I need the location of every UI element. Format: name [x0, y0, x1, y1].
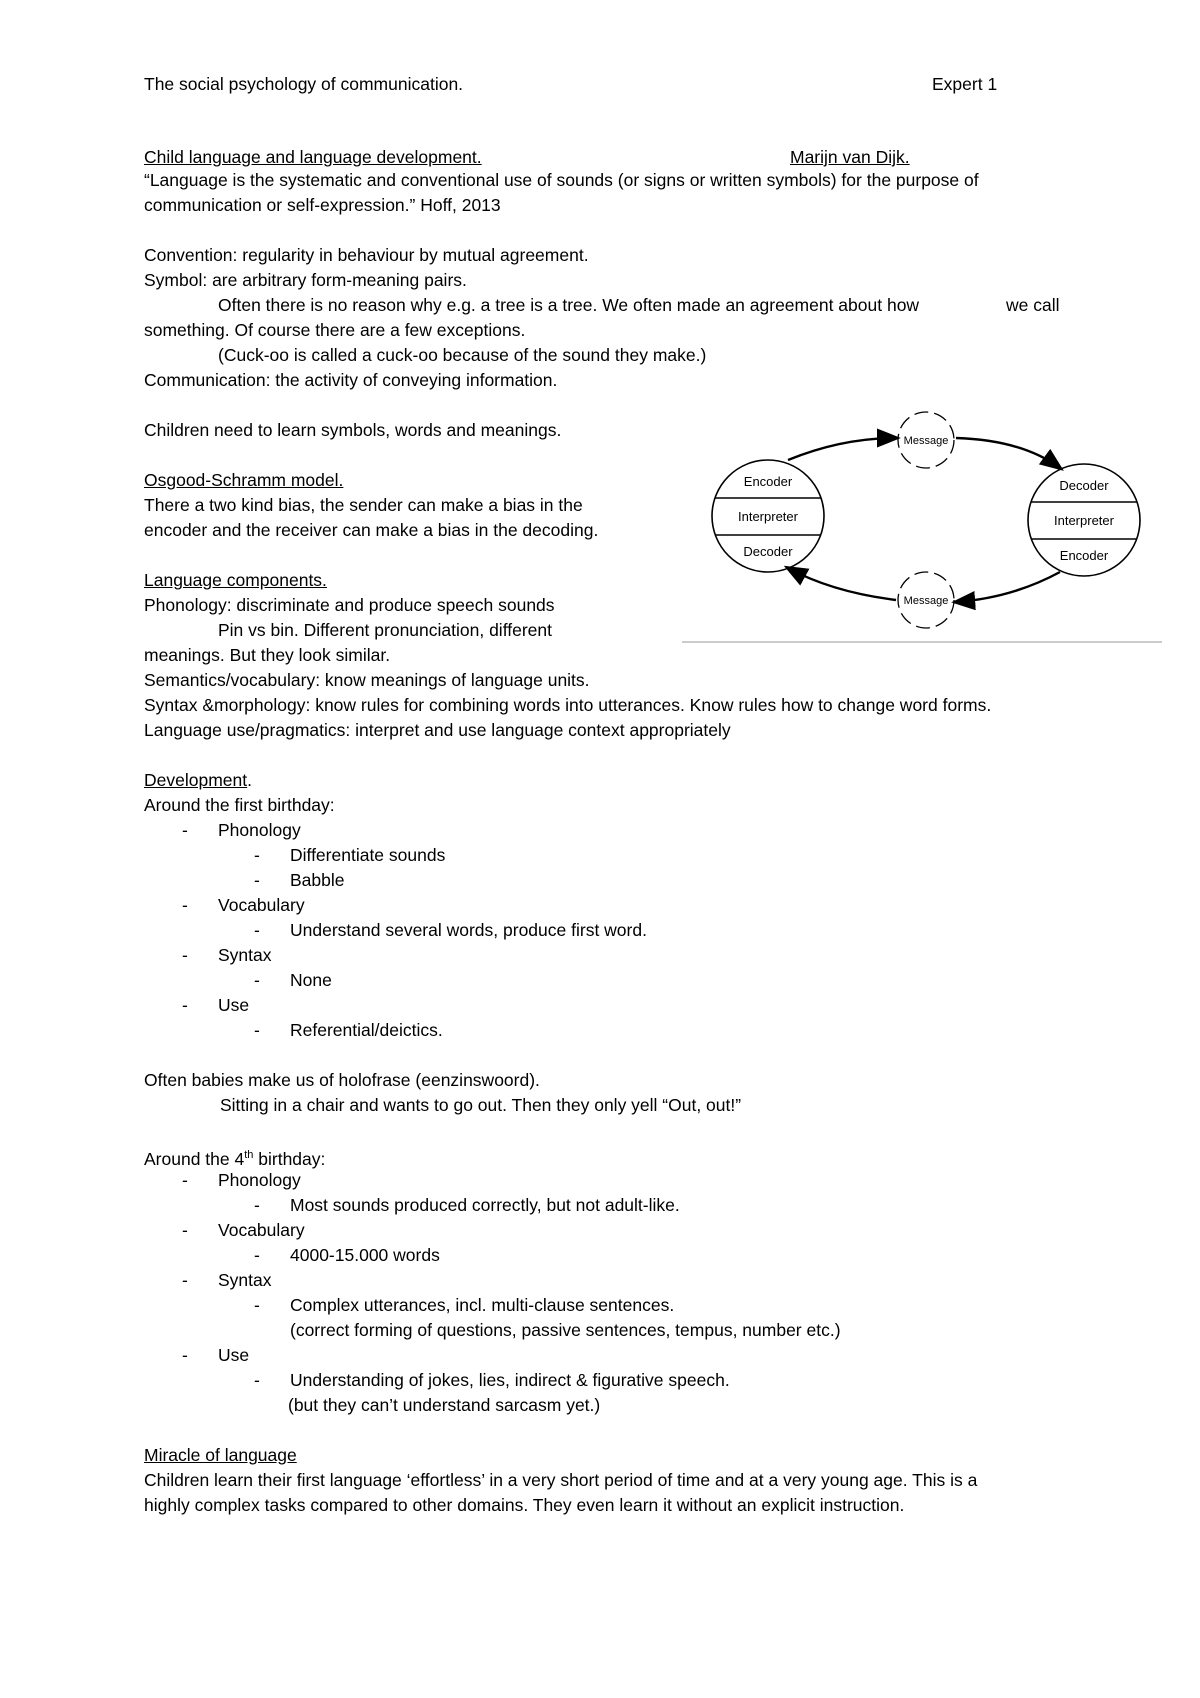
bullet-dash: - — [254, 1245, 260, 1265]
first-birthday-heading: Around the first birthday: — [144, 795, 335, 815]
right-decoder-label: Decoder — [1059, 478, 1109, 493]
osgood-line-1: There a two kind bias, the sender can make a bias in the — [144, 495, 583, 515]
holofrase-line-2: Sitting in a chair and wants to go out. Then they only yell “Out, out!” — [220, 1095, 742, 1115]
component-syntax: Syntax &morphology: know rules for combining words into utterances. Know rules how to change word forms. — [144, 695, 992, 715]
bullet-dash: - — [182, 895, 188, 915]
arrow-message-to-left-decoder — [788, 568, 896, 600]
fourth-birthday-pre: Around the 4 — [144, 1148, 245, 1169]
fourth-use: Use — [218, 1345, 250, 1365]
top-message-label: Message — [903, 435, 949, 447]
fb-phonology-sub-2: Babble — [290, 870, 345, 890]
fb-vocabulary-sub-1: Understand several words, produce first word. — [290, 920, 647, 940]
bullet-dash: - — [254, 970, 260, 990]
left-circle — [712, 460, 824, 572]
bullet-dash: - — [254, 1295, 260, 1315]
definition-convention: Convention: regularity in behaviour by mutual agreement. — [144, 245, 589, 265]
component-pragmatics: Language use/pragmatics: interpret and use language context appropriately — [144, 720, 731, 740]
fb-use-sub-1: Referential/deictics. — [290, 1020, 443, 1040]
fourth-birthday-sup: th — [244, 1149, 254, 1161]
fourth-birthday-post: birthday: — [253, 1148, 326, 1169]
arrow-encoder-to-bottom-message — [956, 572, 1060, 602]
bullet-dash: - — [182, 1345, 188, 1365]
holofrase-line-1: Often babies make us of holofrase (eenzinswoord). — [144, 1070, 540, 1090]
definition-communication: Communication: the activity of conveying information. — [144, 370, 558, 390]
bullet-dash: - — [254, 1195, 260, 1215]
symbol-note-2: something. Of course there are a few exceptions. — [144, 320, 526, 340]
right-circle — [1028, 464, 1140, 576]
arrow-encoder-to-message — [788, 438, 896, 460]
fb-vocabulary: Vocabulary — [218, 895, 305, 915]
fourth-syntax-sub-2: (correct forming of questions, passive sentences, tempus, number etc.) — [290, 1320, 841, 1340]
bullet-dash: - — [182, 1170, 188, 1190]
fourth-use-sub-1: Understanding of jokes, lies, indirect & figurative speech. — [290, 1370, 730, 1390]
component-phonology: Phonology: discriminate and produce speech sounds — [144, 595, 555, 615]
symbol-note-1-end: we call — [1006, 295, 1060, 315]
phonology-note-2: meanings. But they look similar. — [144, 645, 391, 665]
fb-phonology: Phonology — [218, 820, 301, 840]
bullet-dash: - — [254, 1020, 260, 1040]
symbol-note-1: Often there is no reason why e.g. a tree is a tree. We often made an agreement about how — [218, 295, 920, 315]
arrow-message-to-decoder — [956, 438, 1060, 468]
fourth-use-sub-2: (but they can’t understand sarcasm yet.) — [288, 1395, 601, 1415]
left-encoder-label: Encoder — [743, 474, 793, 489]
fourth-vocabulary: Vocabulary — [218, 1220, 305, 1240]
fourth-vocabulary-sub-1: 4000-15.000 words — [290, 1245, 440, 1265]
osgood-line-2: encoder and the receiver can make a bias in the decoding. — [144, 520, 599, 540]
bullet-dash: - — [182, 820, 188, 840]
miracle-heading: Miracle of language — [144, 1445, 297, 1465]
expert-label: Expert 1 — [932, 74, 998, 94]
fourth-phonology: Phonology — [218, 1170, 301, 1190]
bottom-message-node — [898, 572, 954, 628]
bottom-message-label: Message — [903, 595, 949, 607]
author-name: Marijn van Dijk. — [790, 147, 910, 167]
children-need-text: Children need to learn symbols, words and meanings. — [144, 420, 562, 440]
phonology-note-1: Pin vs bin. Different pronunciation, different — [218, 620, 552, 640]
fb-syntax: Syntax — [218, 945, 272, 965]
section-heading-child-language: Child language and language development. — [144, 147, 482, 167]
fourth-syntax-sub-1: Complex utterances, incl. multi-clause sentences. — [290, 1295, 675, 1315]
component-semantics: Semantics/vocabulary: know meanings of language units. — [144, 670, 590, 690]
right-encoder-label: Encoder — [1059, 548, 1109, 563]
bullet-dash: - — [182, 945, 188, 965]
right-interpreter-label: Interpreter — [1054, 513, 1114, 528]
bullet-dash: - — [182, 1270, 188, 1290]
fb-syntax-sub-1: None — [290, 970, 332, 990]
bullet-dash: - — [254, 920, 260, 940]
fourth-syntax: Syntax — [218, 1270, 272, 1290]
fourth-phonology-sub-1: Most sounds produced correctly, but not adult-like. — [290, 1195, 680, 1215]
development-heading — [144, 769, 252, 791]
miracle-line-2: highly complex tasks compared to other domains. They even learn it without an explicit instruction. — [144, 1495, 905, 1515]
bullet-dash: - — [254, 1370, 260, 1390]
quote-line-2: communication or self-expression.” Hoff, 2013 — [144, 195, 501, 215]
top-message-node — [898, 412, 954, 468]
miracle-line-1: Children learn their first language ‘effortless’ in a very short period of time and at a very young age. This is a — [144, 1470, 978, 1490]
components-heading: Language components. — [144, 570, 327, 590]
osgood-schramm-diagram — [682, 408, 1162, 648]
development-heading-dot: . — [247, 770, 252, 790]
document-title: The social psychology of communication. — [144, 74, 464, 94]
osgood-heading: Osgood-Schramm model. — [144, 470, 344, 490]
development-heading-text: Development — [144, 770, 248, 790]
definition-symbol: Symbol: are arbitrary form-meaning pairs. — [144, 270, 467, 290]
fourth-birthday-heading — [144, 1144, 325, 1170]
quote-line-1: “Language is the systematic and conventional use of sounds (or signs or written symbols) for the purpose of — [144, 170, 979, 190]
left-interpreter-label: Interpreter — [738, 509, 798, 524]
symbol-note-3: (Cuck-oo is called a cuck-oo because of the sound they make.) — [218, 345, 707, 365]
bullet-dash: - — [182, 1220, 188, 1240]
bullet-dash: - — [254, 845, 260, 865]
bullet-dash: - — [182, 995, 188, 1015]
fb-use: Use — [218, 995, 250, 1015]
left-decoder-label: Decoder — [743, 544, 793, 559]
bullet-dash: - — [254, 870, 260, 890]
fb-phonology-sub-1: Differentiate sounds — [290, 845, 446, 865]
